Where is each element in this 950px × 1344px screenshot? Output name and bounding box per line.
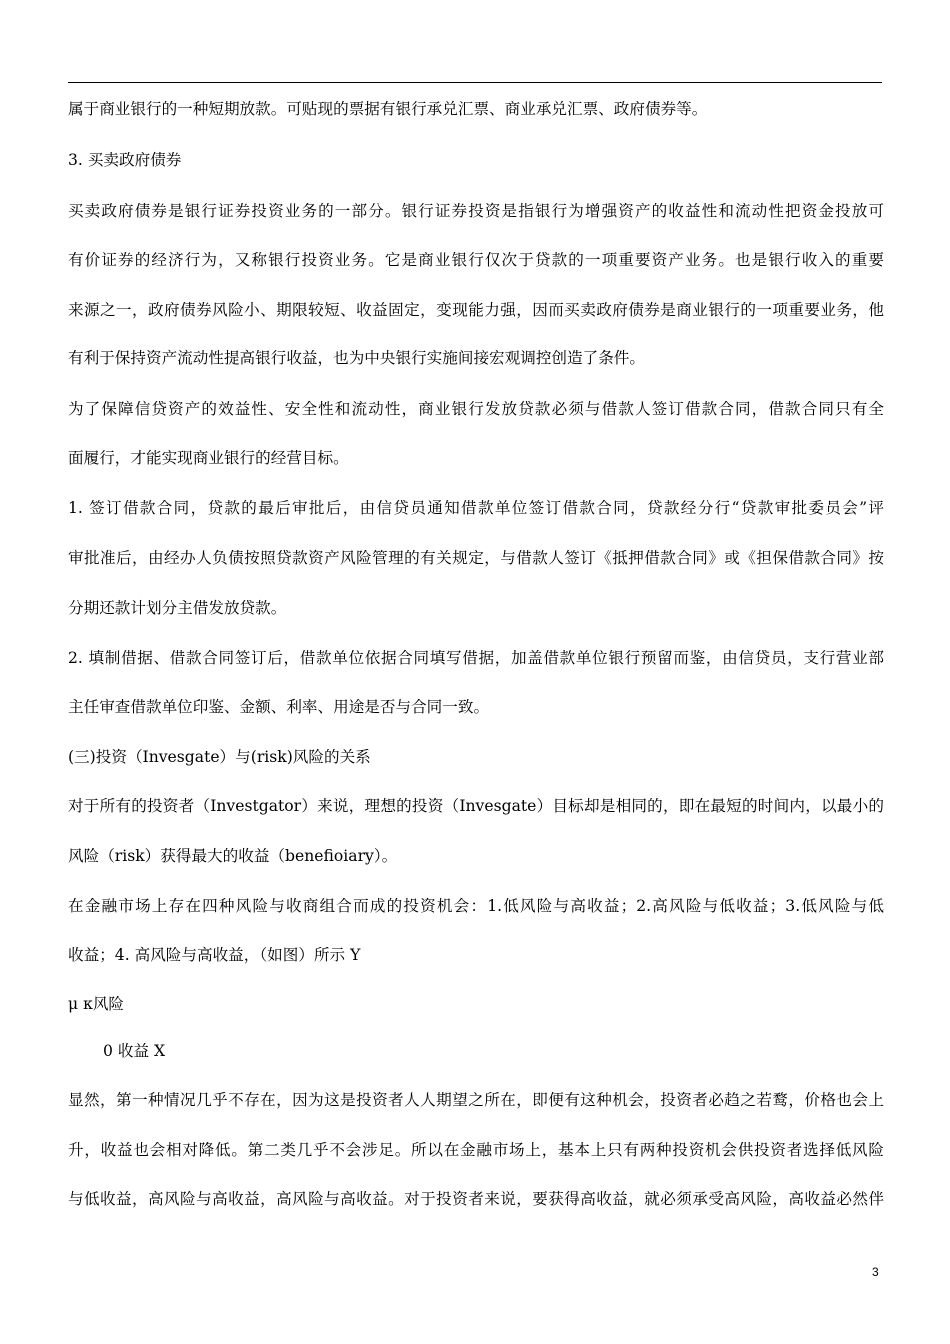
text-line: 面履行，才能实现商业银行的经营目标。 xyxy=(68,449,349,467)
section-heading: (三)投资（Invesgate）与(risk)风险的关系 xyxy=(68,748,371,766)
text-line: 买卖政府债券是银行证券投资业务的一部分。银行证券投资是指银行为增强资产的收益性和流动性把资金投放可 xyxy=(68,202,884,220)
text-line: 1. 签订借款合同，贷款的最后审批后，由信贷员通知借款单位签订借款合同，贷款经分行“贷款审批委员会”评 xyxy=(68,499,884,517)
text-line: 分期还款计划分主借发放贷款。 xyxy=(68,599,287,617)
figure-label: μ κ风险 xyxy=(68,995,125,1013)
header-rule xyxy=(68,82,882,83)
text-line: 与低收益，高风险与高收益，高风险与高收益。对于投资者来说，要获得高收益，就必须承受高风险，高收益必然伴 xyxy=(68,1190,884,1208)
section-heading: 3. 买卖政府债券 xyxy=(68,151,182,169)
text-line: 风险（risk）获得最大的收益（benefioiary）。 xyxy=(68,847,398,865)
text-line: 属于商业银行的一种短期放款。可贴现的票据有银行承兑汇票、商业承兑汇票、政府债券等。 xyxy=(68,100,708,118)
text-line: 来源之一，政府债券风险小、期限较短、收益固定，变现能力强，因而买卖政府债券是商业银行的一项重要业务，他 xyxy=(68,301,884,319)
text-line: 收益；4. 高风险与高收益，（如图）所示 Y xyxy=(68,946,361,964)
text-line: 有利于保持资产流动性提高银行收益，也为中央银行实施间接宏观调控创造了条件。 xyxy=(68,349,645,367)
text-line: 2. 填制借据、借款合同签订后，借款单位依据合同填写借据，加盖借款单位银行预留而鉴，由信贷员，支行营业部 xyxy=(68,649,884,667)
text-line: 显然，第一种情况几乎不存在，因为这是投资者人人期望之所在，即便有这种机会，投资者必趋之若鹜，价格也会上 xyxy=(68,1091,884,1109)
text-line: 主任审查借款单位印鉴、金额、利率、用途是否与合同一致。 xyxy=(68,698,490,716)
text-line: 有价证券的经济行为，又称银行投资业务。它是商业银行仅次于贷款的一项重要资产业务。也是银行收入的重要 xyxy=(68,251,884,269)
text-line: 升，收益也会相对降低。第二类几乎不会涉足。所以在金融市场上，基本上只有两种投资机会供投资者选择低风险 xyxy=(68,1141,884,1159)
text-line: 对于所有的投资者（Investgator）来说，理想的投资（Invesgate）目标却是相同的，即在最短的时间内，以最小的 xyxy=(68,797,884,815)
page-number: 3 xyxy=(872,1265,879,1279)
text-line: 为了保障信贷资产的效益性、安全性和流动性，商业银行发放贷款必须与借款人签订借款合同，借款合同只有全 xyxy=(68,400,884,418)
figure-label: 0 收益 X xyxy=(103,1042,166,1060)
text-line: 在金融市场上存在四种风险与收商组合而成的投资机会：1.低风险与高收益；2.高风险与低收益；3.低风险与低 xyxy=(68,897,884,915)
text-line: 审批准后，由经办人负债按照贷款资产风险管理的有关规定，与借款人签订《抵押借款合同》或《担保借款合同》按 xyxy=(68,549,884,567)
